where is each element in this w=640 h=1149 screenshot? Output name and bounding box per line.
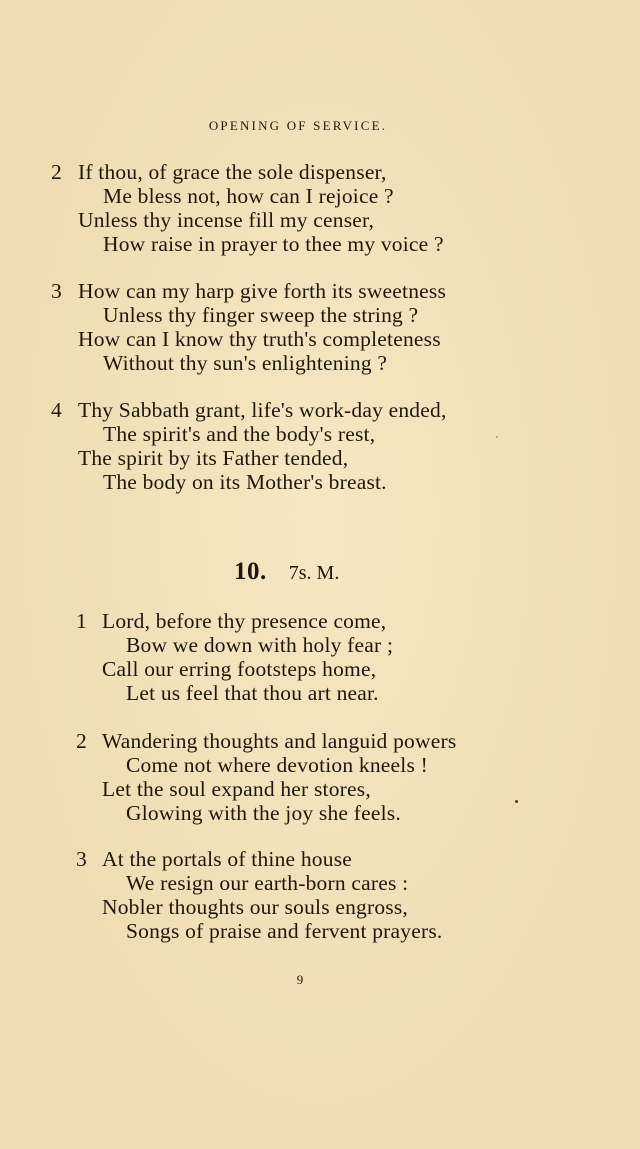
hymn-heading bbox=[234, 558, 339, 586]
verse-line: The spirit's and the body's rest, bbox=[103, 422, 376, 446]
verse-line: We resign our earth-born cares : bbox=[126, 871, 409, 895]
verse-line: Wandering thoughts and languid powers bbox=[102, 729, 457, 753]
hymn-meter: 7s. M. bbox=[288, 562, 340, 584]
verse-line: At the portals of thine house bbox=[102, 847, 353, 871]
stanza-number: 2 bbox=[76, 729, 87, 753]
verse-line: How can my harp give forth its sweetness bbox=[78, 279, 447, 303]
ink-speck bbox=[515, 800, 518, 803]
verse-line: The spirit by its Father tended, bbox=[78, 446, 349, 470]
verse-line: How raise in prayer to thee my voice ? bbox=[103, 232, 444, 256]
stanza-number: 3 bbox=[76, 847, 87, 871]
verse-line: If thou, of grace the sole dispenser, bbox=[78, 160, 387, 184]
ink-speck bbox=[496, 436, 498, 438]
stanza-number: 3 bbox=[51, 279, 62, 303]
verse-line: The body on its Mother's breast. bbox=[103, 470, 387, 494]
running-head: OPENING OF SERVICE. bbox=[208, 118, 388, 133]
verse-line: Without thy sun's enlightening ? bbox=[103, 351, 388, 375]
verse-line: Lord, before thy presence come, bbox=[102, 609, 387, 633]
stanza-number: 1 bbox=[76, 609, 87, 633]
verse-line: Thy Sabbath grant, life's work-day ended, bbox=[78, 398, 447, 422]
hymn-number: 10. bbox=[234, 558, 267, 585]
verse-line: Bow we down with holy fear ; bbox=[126, 633, 394, 657]
verse-line: Me bless not, how can I rejoice ? bbox=[103, 184, 394, 208]
stanza-number: 2 bbox=[51, 160, 62, 184]
verse-line: Let the soul expand her stores, bbox=[102, 777, 371, 801]
verse-line: Call our erring footsteps home, bbox=[102, 657, 377, 681]
verse-line: How can I know thy truth's completeness bbox=[78, 327, 441, 351]
verse-line: Unless thy incense fill my censer, bbox=[78, 208, 375, 232]
stanza-number: 4 bbox=[51, 398, 62, 422]
verse-line: Unless thy finger sweep the string ? bbox=[103, 303, 419, 327]
verse-line: Glowing with the joy she feels. bbox=[126, 801, 401, 825]
verse-line: Come not where devotion kneels ! bbox=[126, 753, 428, 777]
verse-line: Songs of praise and fervent prayers. bbox=[126, 919, 443, 943]
verse-line: Let us feel that thou art near. bbox=[126, 681, 379, 705]
page-number: 9 bbox=[296, 972, 304, 987]
verse-line: Nobler thoughts our souls engross, bbox=[102, 895, 408, 919]
